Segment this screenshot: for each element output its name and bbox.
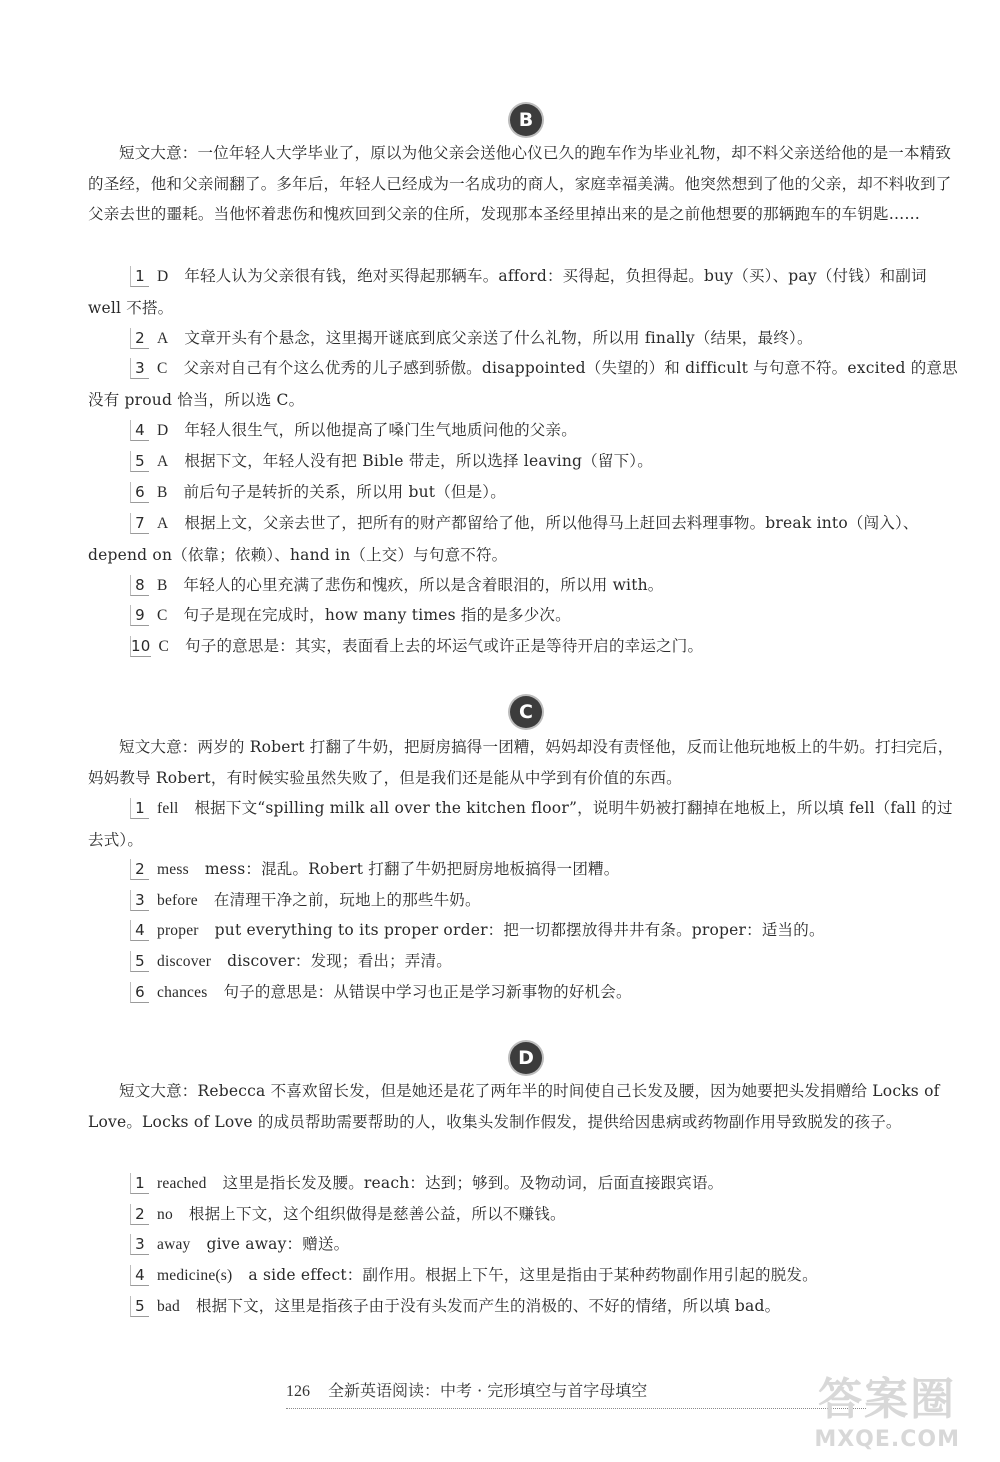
item-explanation: 文章开头有个悬念，这里揭开谜底到底父亲送了什么礼物，所以用 finally（结果，最终）。 [184, 329, 813, 347]
item-number: 3 [130, 1234, 149, 1255]
item-explanation: put everything to its proper order：把一切都摆放得井井有条。proper：适当的。 [214, 921, 825, 939]
item-answer: before [157, 892, 198, 909]
answer-item [88, 1260, 964, 1292]
item-explanation: 句子的意思是：其实，表面看上去的坏运气或许正是等待开启的幸运之门。 [185, 637, 704, 655]
item-explanation: 年轻人的心里充满了悲伤和愧疚，所以是含着眼泪的，所以用 with。 [183, 576, 664, 594]
item-number: 5 [130, 951, 149, 972]
item-explanation: 父亲对自己有个这么优秀的儿子感到骄傲。disappointed（失望的）和 difficult 与句意不符。excited 的意思没有 proud 恰当，所以选 C。 [88, 359, 958, 409]
item-explanation: 句子是现在完成时，how many times 指的是多少次。 [183, 606, 571, 624]
item-number: 3 [130, 890, 149, 911]
item-explanation: 句子的意思是：从错误中学习也正是学习新事物的好机会。 [223, 983, 632, 1001]
summary-d: 短文大意：Rebecca 不喜欢留长发，但是她还是花了两年半的时间使自己长发及腰，因为她要把头发捐赠给 Locks of Love。Locks of Love 的成员帮助需要帮助的人，收集头发制作假发，提供给因患病或药物副作用导致脱发的孩子。 [88, 1082, 940, 1131]
item-number: 4 [130, 420, 149, 441]
item-explanation: 年轻人很生气，所以他提高了嗓门生气地质问他的父亲。 [184, 421, 577, 439]
item-number: 5 [130, 451, 149, 472]
answer-item [88, 1291, 964, 1323]
item-explanation: discover：发现；看出；弄清。 [227, 952, 452, 970]
item-answer: mess [157, 861, 189, 878]
item-answer: A [157, 515, 169, 532]
item-answer: proper [157, 922, 199, 939]
item-answer: D [157, 268, 169, 285]
item-answer: B [157, 577, 168, 594]
book-title: 全新英语阅读：中考 · 完形填空与首字母填空 [328, 1381, 648, 1400]
answer-item [88, 1229, 964, 1261]
item-number: 1 [130, 266, 149, 287]
item-answer: chances [157, 984, 208, 1001]
answer-item [88, 508, 964, 570]
item-explanation: 根据上下文，这个组织做得是慈善公益，所以不赚钱。 [188, 1205, 566, 1223]
item-explanation: 前后句子是转折的关系，所以用 but（但是）。 [183, 483, 506, 501]
item-number: 2 [130, 1204, 149, 1225]
answer-item [88, 915, 964, 947]
item-answer: A [157, 330, 169, 347]
item-explanation: give away：赠送。 [206, 1235, 350, 1253]
answer-item [88, 261, 964, 323]
footer-divider [286, 1408, 866, 1409]
item-answer: C [157, 360, 168, 377]
answer-item [88, 415, 964, 447]
item-answer: bad [157, 1298, 180, 1315]
answer-item [88, 1199, 964, 1231]
item-number: 4 [130, 1265, 149, 1286]
watermark-url: MXQE.COM [814, 1427, 960, 1452]
item-answer: no [157, 1206, 173, 1223]
section-badge-d: D [510, 1042, 542, 1074]
item-answer: A [157, 453, 169, 470]
item-number: 6 [130, 982, 149, 1003]
item-number: 1 [130, 1173, 149, 1194]
item-explanation: 根据下文，年轻人没有把 Bible 带走，所以选择 leaving（留下）。 [184, 452, 653, 470]
watermark-text: 答案圈 [818, 1374, 957, 1425]
answer-item [88, 446, 964, 478]
item-number: 2 [130, 859, 149, 880]
page-footer [286, 1378, 866, 1401]
item-number: 9 [130, 605, 149, 626]
watermark-logo [814, 1363, 960, 1452]
item-number: 6 [130, 482, 149, 503]
item-answer: fell [157, 800, 179, 817]
item-answer: D [157, 422, 169, 439]
answer-item [88, 793, 964, 855]
section-badge-c: C [510, 696, 542, 728]
item-answer: C [158, 638, 170, 655]
page-number: 126 [286, 1383, 310, 1400]
answer-item [88, 570, 964, 602]
item-answer: medicine(s) [157, 1267, 233, 1284]
item-answer: reached [157, 1175, 207, 1192]
item-explanation: 根据下文，这里是指孩子由于没有头发而产生的消极的、不好的情绪，所以填 bad。 [195, 1297, 781, 1315]
item-explanation: 根据上文，父亲去世了，把所有的财产都留给了他，所以他得马上赶回去料理事物。break into（闯入）、depend on（依靠；依赖）、hand in（上交）与句意不符。 [88, 514, 919, 564]
answer-item [88, 323, 964, 355]
item-explanation: mess：混乱。Robert 打翻了牛奶把厨房地板搞得一团糟。 [204, 860, 620, 878]
item-answer: discover [157, 953, 212, 970]
item-explanation: 这里是指长发及腰。reach：达到；够到。及物动词，后面直接跟宾语。 [222, 1174, 724, 1192]
item-number: 2 [130, 328, 149, 349]
summary-c: 短文大意：两岁的 Robert 打翻了牛奶，把厨房搞得一团糟，妈妈却没有责怪他，反而让他玩地板上的牛奶。打扫完后，妈妈教导 Robert，有时候实验虽然失败了，但是我们还是能从中学到有价值的东西。 [88, 738, 954, 787]
answer-item [88, 854, 964, 886]
answer-item [88, 631, 964, 663]
answer-item [88, 946, 964, 978]
item-number: 3 [130, 358, 149, 379]
summary-b: 短文大意：一位年轻人大学毕业了，原以为他父亲会送他心仪已久的跑车作为毕业礼物，却不料父亲送给他的是一本精致的圣经，他和父亲闹翻了。多年后，年轻人已经成为一名成功的商人，家庭幸福美满。他突然想到了他的父亲，却不料收到了父亲去世的噩耗。当他怀着悲伤和愧疚回到父亲的住所，发现那本圣经里掉出来的是之前他想要的那辆跑车的车钥匙…… [88, 144, 952, 223]
item-number: 4 [130, 920, 149, 941]
answer-item [88, 353, 964, 415]
answer-item [88, 477, 964, 509]
item-answer: C [157, 607, 168, 624]
item-number: 10 [131, 637, 151, 655]
answer-item [88, 600, 964, 632]
item-number: 5 [130, 1296, 149, 1317]
answer-item [88, 1168, 964, 1200]
item-explanation: 在清理干净之前，玩地上的那些牛奶。 [213, 891, 481, 909]
item-explanation: 根据下文“spilling milk all over the kitchen floor”，说明牛奶被打翻掉在地板上，所以填 fell（fall 的过去式）。 [88, 799, 953, 849]
item-answer: away [157, 1236, 191, 1253]
item-number: 1 [130, 798, 149, 819]
item-number: 8 [130, 575, 149, 596]
item-explanation: a side effect：副作用。根据上下午，这里是指由于某种药物副作用引起的脱发。 [248, 1266, 818, 1284]
item-number: 7 [130, 513, 149, 534]
section-badge-b: B [510, 104, 542, 136]
item-answer: B [157, 484, 168, 501]
answer-item [88, 885, 964, 917]
answer-item [88, 977, 964, 1009]
item-explanation: 年轻人认为父亲很有钱，绝对买得起那辆车。afford：买得起，负担得起。buy（买）、pay（付钱）和副词 well 不搭。 [88, 267, 927, 317]
